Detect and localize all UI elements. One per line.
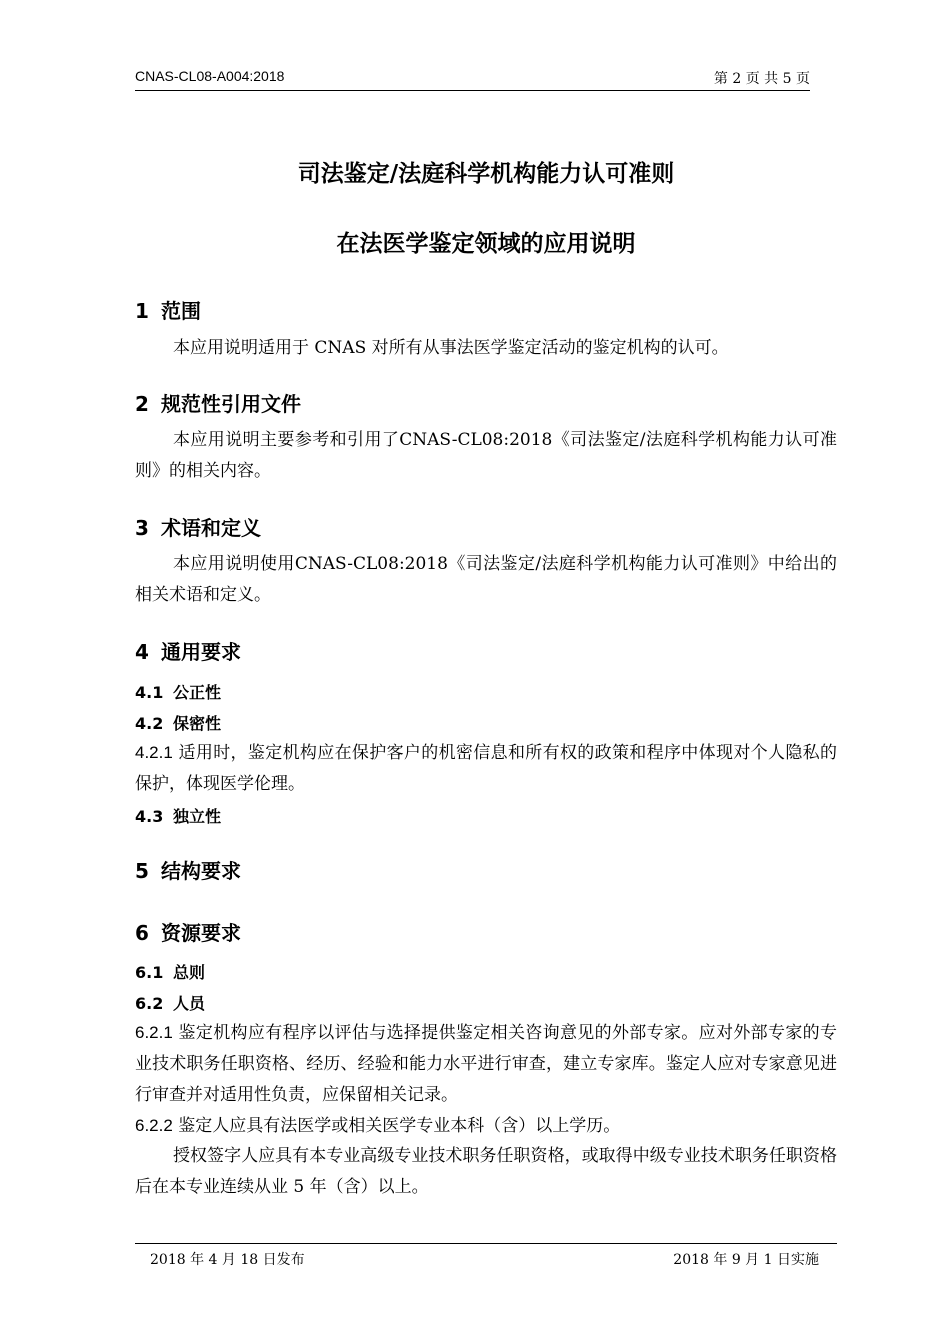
clause-number: 4.2.1 — [135, 743, 173, 762]
section-1-paragraph: 本应用说明适用于 CNAS 对所有从事法医学鉴定活动的鉴定机构的认可。 — [173, 338, 729, 358]
section-2-heading — [135, 388, 301, 417]
clause-text: 鉴定人应具有法医学或相关医学专业本科（含）以上学历。 — [172, 1116, 621, 1136]
subsection-4-1-heading — [135, 680, 221, 703]
subsection-number: 6.2 — [135, 994, 164, 1013]
subsection-4-3-heading — [135, 804, 221, 827]
section-number: 5 — [135, 859, 149, 883]
section-3-heading — [135, 512, 261, 541]
section-title: 资源要求 — [161, 921, 241, 945]
section-2-paragraph: 本应用说明主要参考和引用了CNAS-CL08:2018《司法鉴定/法庭科学机构能力认可准则》的相关内容。 — [135, 430, 837, 481]
subsection-number: 4.2 — [135, 714, 164, 733]
section-number: 4 — [135, 640, 149, 664]
section-number: 6 — [135, 921, 149, 945]
section-6-heading — [135, 917, 241, 946]
subsection-6-2-heading — [135, 991, 205, 1014]
section-title: 范围 — [161, 299, 201, 323]
section-4-heading — [135, 636, 241, 665]
subsection-6-1-heading — [135, 960, 205, 983]
subsection-title: 独立性 — [173, 807, 222, 826]
page-footer — [135, 1243, 837, 1268]
section-1-heading — [135, 295, 201, 324]
section-5-heading — [135, 855, 241, 884]
document-code: CNAS-CL08-A004:2018 — [135, 68, 285, 84]
effective-date: 2018 年 9 月 1 日实施 — [673, 1252, 819, 1268]
subsection-title: 公正性 — [173, 683, 222, 702]
document-title-line2: 在法医学鉴定领域的应用说明 — [336, 231, 636, 257]
section-number: 2 — [135, 392, 149, 416]
subsection-number: 6.1 — [135, 963, 164, 982]
section-3-paragraph: 本应用说明使用CNAS-CL08:2018《司法鉴定/法庭科学机构能力认可准则》中给出的相关术语和定义。 — [135, 554, 837, 605]
clause-number: 6.2.1 — [135, 1023, 173, 1042]
clause-6-2-2-paragraph-2: 授权签字人应具有本专业高级专业技术职务任职资格，或取得中级专业技术职务任职资格后在本专业连续从业 5 年（含）以上。 — [135, 1146, 837, 1197]
section-title: 结构要求 — [161, 859, 241, 883]
clause-text: 鉴定机构应有程序以评估与选择提供鉴定相关咨询意见的外部专家。应对外部专家的专业技术职务任职资格、经历、经验和能力水平进行审查，建立专家库。鉴定人应对专家意见进行审查并对适用性负责，应保留相关记录。 — [135, 1023, 837, 1105]
subsection-title: 保密性 — [173, 714, 222, 733]
section-title: 规范性引用文件 — [161, 392, 301, 416]
subsection-4-2-heading — [135, 711, 221, 734]
page-number: 第 2 页 共 5 页 — [713, 71, 810, 87]
subsection-title: 总则 — [173, 963, 206, 982]
section-number: 3 — [135, 516, 149, 540]
page-header — [135, 68, 810, 91]
section-number: 1 — [135, 299, 149, 323]
clause-number: 6.2.2 — [135, 1116, 173, 1135]
section-title: 通用要求 — [161, 640, 241, 664]
clause-4-2-1 — [135, 737, 837, 800]
clause-6-2-2 — [135, 1110, 837, 1142]
publish-date: 2018 年 4 月 18 日发布 — [150, 1252, 305, 1268]
clause-text: 适用时，鉴定机构应在保护客户的机密信息和所有权的政策和程序中体现对个人隐私的保护，体现医学伦理。 — [135, 743, 837, 794]
subsection-number: 4.1 — [135, 683, 164, 702]
subsection-title: 人员 — [173, 994, 206, 1013]
clause-6-2-1 — [135, 1017, 837, 1111]
document-title-line1: 司法鉴定/法庭科学机构能力认可准则 — [297, 161, 675, 187]
section-title: 术语和定义 — [161, 516, 261, 540]
subsection-number: 4.3 — [135, 807, 164, 826]
